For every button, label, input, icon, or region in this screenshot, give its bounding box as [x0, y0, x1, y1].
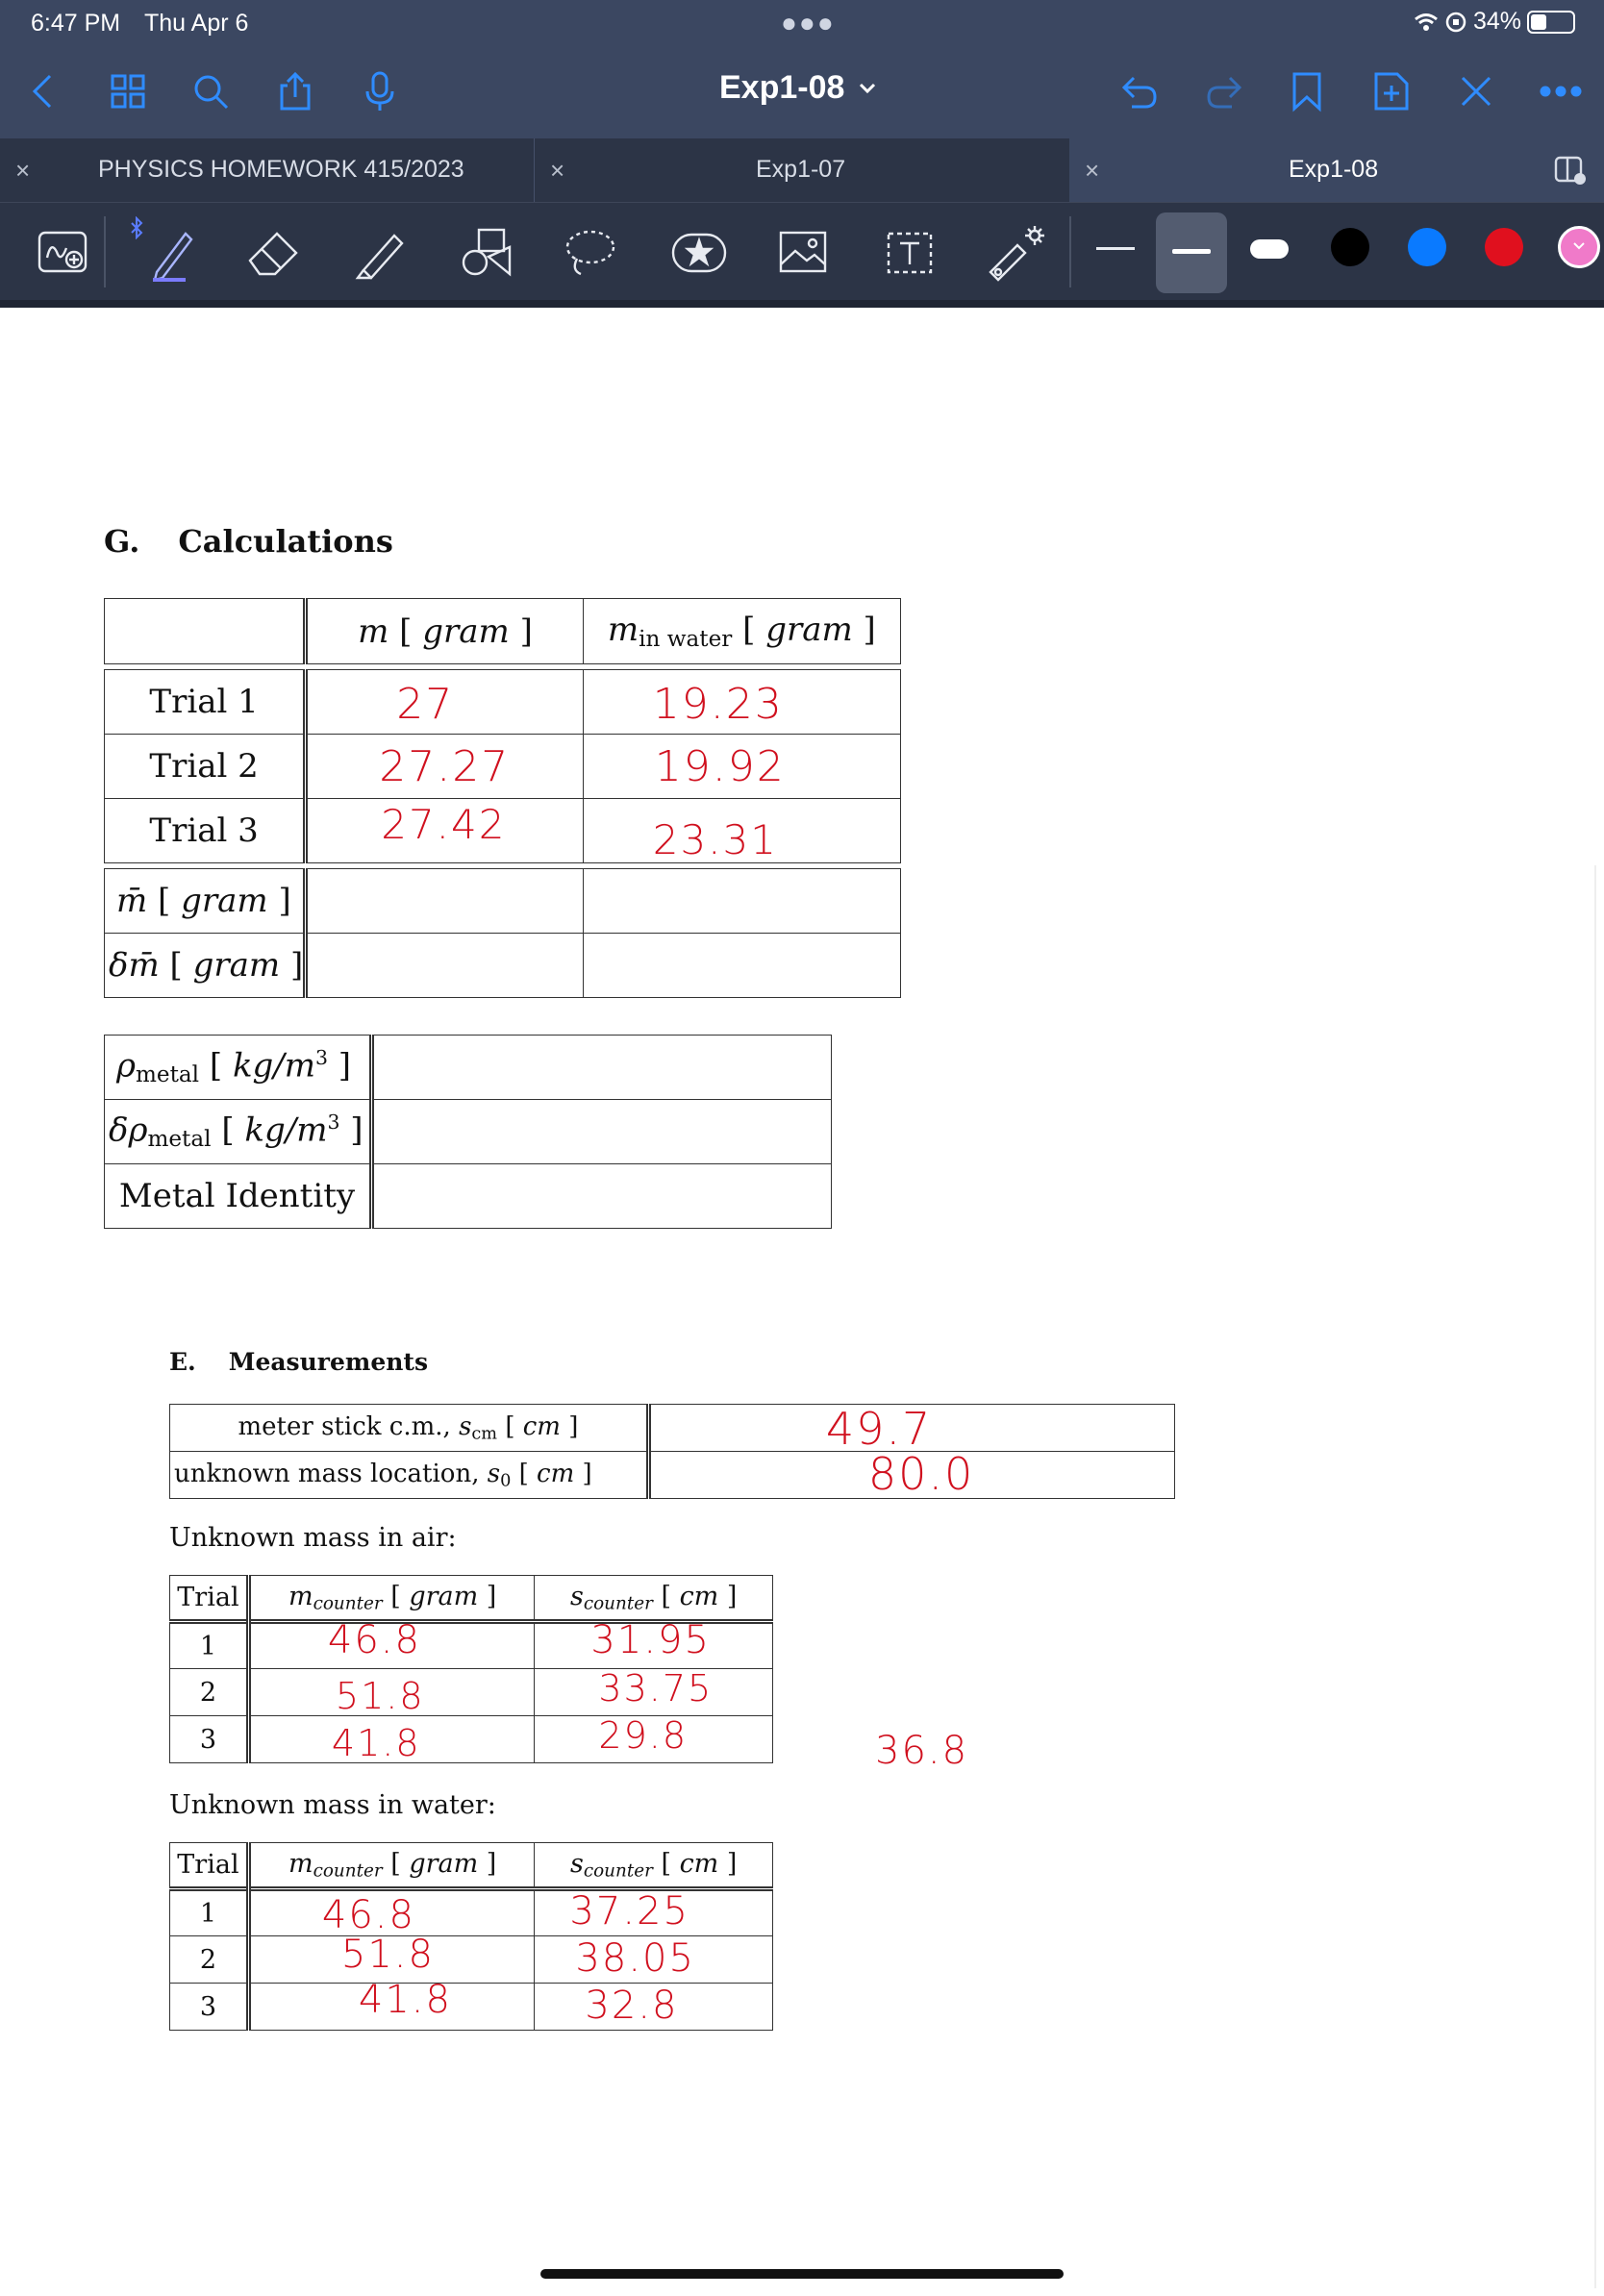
handwritten-value: 37.25 — [569, 1889, 689, 1934]
handwriting-icon[interactable] — [33, 222, 94, 284]
orientation-lock-icon — [1444, 11, 1467, 34]
mean-mass-cell[interactable] — [306, 869, 584, 934]
table-row — [170, 1405, 1175, 1452]
density-uncertainty-cell[interactable] — [371, 1100, 831, 1164]
close-icon[interactable] — [1452, 67, 1500, 115]
tab-exp1-08[interactable] — [1069, 138, 1604, 202]
metal-identity-label: Metal Identity — [105, 1164, 372, 1229]
center-of-mass-cell[interactable] — [648, 1403, 1174, 1455]
table-header-row — [170, 1843, 773, 1889]
counter-mass-cell[interactable] — [248, 1978, 535, 2031]
thick-stroke-option[interactable] — [1250, 239, 1289, 259]
tab-bar — [0, 138, 1604, 202]
handwritten-value: 32.8 — [585, 1984, 679, 2028]
table-row — [105, 1036, 832, 1100]
handwritten-value: 27.27 — [379, 742, 511, 791]
handwritten-value: 46.8 — [327, 1618, 421, 1662]
toolbar-shadow — [0, 300, 1604, 308]
counter-position-cell[interactable] — [535, 1618, 773, 1669]
counter-position-cell[interactable] — [535, 1669, 773, 1716]
counter-position-header: scounter [ cm ] — [535, 1843, 773, 1889]
status-time: 6:47 PM — [31, 10, 121, 37]
battery-icon — [1527, 11, 1575, 34]
add-page-icon[interactable] — [1367, 67, 1416, 115]
image-icon[interactable] — [773, 222, 835, 284]
handwritten-value: 49.7 — [825, 1403, 933, 1455]
search-icon[interactable] — [187, 67, 235, 115]
color-swatch-blue[interactable] — [1408, 228, 1446, 266]
trial-label: Trial 1 — [105, 670, 306, 735]
mass-location-label: unknown mass location, $s_0$ [ cm ] — [170, 1452, 649, 1499]
handwritten-value: 41.8 — [331, 1722, 421, 1764]
mass-cell[interactable] — [306, 735, 584, 799]
handwritten-side-note: 36.8 — [875, 1729, 969, 1773]
counter-mass-header: mcounter [ gram ] — [248, 1576, 535, 1622]
table-row — [170, 1716, 773, 1763]
text-icon[interactable] — [879, 222, 940, 284]
tab-label: PHYSICS HOMEWORK 415/2023 — [98, 156, 464, 183]
handwritten-value: 51.8 — [335, 1675, 425, 1717]
battery-percent: 34% — [1472, 8, 1521, 35]
table-row — [170, 1984, 773, 2031]
counter-mass-cell[interactable] — [248, 1716, 535, 1763]
split-view-icon[interactable] — [1554, 156, 1587, 187]
page-edge — [1594, 865, 1596, 2288]
tab-physics-homework[interactable] — [0, 138, 534, 202]
chevron-down-icon — [858, 82, 877, 95]
handwritten-value: 29.8 — [598, 1714, 689, 1757]
mass-in-water-header: $m_{in water}$ [ gram ] — [583, 599, 900, 664]
density-uncertainty-label: $\delta\rho_{metal}$ [ $kg/m^3$ ] — [105, 1100, 372, 1164]
thin-stroke-option[interactable] — [1096, 247, 1135, 250]
handwritten-value: 19.23 — [652, 680, 784, 729]
uncertainty-mass-in-water-cell[interactable] — [583, 934, 900, 998]
handwritten-value: 80.0 — [867, 1448, 975, 1500]
table-header-row — [105, 599, 901, 664]
table-row — [105, 670, 901, 735]
mass-cell[interactable] — [306, 799, 584, 863]
handwritten-value: 51.8 — [340, 1933, 435, 1977]
air-section-label: Unknown mass in air: — [169, 1523, 457, 1553]
back-icon[interactable] — [19, 67, 67, 115]
navigation-bar — [0, 48, 1604, 138]
table-header-row — [170, 1576, 773, 1622]
counter-mass-header: mcounter [ gram ] — [248, 1843, 535, 1889]
handwritten-value: 41.8 — [358, 1978, 452, 2022]
handwritten-value: 46.8 — [321, 1893, 415, 1937]
table-row — [105, 1100, 832, 1164]
medium-stroke-line — [1172, 249, 1211, 254]
color-swatch-red[interactable] — [1485, 228, 1523, 266]
table-row — [105, 799, 901, 863]
wifi-icon — [1414, 12, 1439, 32]
undo-icon[interactable] — [1115, 67, 1164, 115]
section-letter: G. — [104, 523, 140, 560]
system-indicators — [1414, 8, 1575, 36]
trial-number: 2 — [170, 1669, 249, 1716]
handwritten-value: 23.31 — [652, 816, 778, 863]
home-indicator[interactable] — [540, 2269, 1064, 2279]
measurements-heading — [169, 1348, 428, 1376]
table-row — [105, 735, 901, 799]
pen-icon[interactable] — [140, 222, 202, 284]
close-tab-icon[interactable]: × — [1085, 156, 1100, 185]
section-title: Calculations — [178, 523, 393, 560]
calculations-heading — [104, 523, 393, 560]
mean-label: m̄ [ gram ] — [105, 869, 306, 934]
trial-header: Trial — [170, 1843, 249, 1889]
multitasking-dots[interactable]: ●●● — [781, 8, 836, 37]
counter-position-cell[interactable] — [535, 1716, 773, 1763]
mass-cell[interactable] — [306, 670, 584, 735]
trial-number: 1 — [170, 1622, 249, 1669]
tab-label: Exp1-08 — [1289, 156, 1379, 183]
counter-position-header: scounter [ cm ] — [535, 1576, 773, 1622]
center-of-mass-label: meter stick c.m., $s_{cm}$ [ cm ] — [170, 1405, 649, 1452]
shapes-icon[interactable] — [456, 222, 517, 284]
trial-label: Trial 3 — [105, 799, 306, 863]
section-title: Measurements — [228, 1348, 429, 1376]
tab-exp1-07[interactable] — [534, 138, 1069, 202]
calculations-table — [104, 598, 901, 998]
water-measurements-table — [169, 1842, 773, 2031]
table-row — [170, 1622, 773, 1669]
density-cell[interactable] — [371, 1036, 831, 1100]
mass-in-water-cell[interactable] — [583, 799, 900, 863]
redo-icon[interactable] — [1200, 67, 1248, 115]
table-row — [170, 1889, 773, 1936]
air-measurements-table — [169, 1575, 773, 1763]
mean-row — [105, 869, 901, 934]
grid-icon[interactable] — [104, 67, 152, 115]
table-row — [105, 1164, 832, 1229]
metal-identity-cell[interactable] — [371, 1164, 831, 1229]
density-label: $\rho_{metal}$ [ $kg/m^3$ ] — [105, 1036, 372, 1100]
color-swatch-black[interactable] — [1331, 228, 1369, 266]
table-row — [170, 1936, 773, 1984]
toolbar-divider — [104, 216, 106, 287]
handwritten-value: 27.42 — [381, 801, 507, 848]
close-tab-icon[interactable]: × — [15, 156, 31, 185]
microphone-icon[interactable] — [356, 67, 404, 115]
share-icon[interactable] — [271, 67, 319, 115]
eraser-icon[interactable] — [242, 222, 304, 284]
trial-number: 3 — [170, 1716, 249, 1763]
counter-mass-cell[interactable] — [248, 1618, 535, 1669]
lasso-icon[interactable] — [560, 222, 621, 284]
trial-header: Trial — [170, 1576, 249, 1622]
tab-label: Exp1-07 — [756, 156, 846, 183]
mass-header: m [ gram ] — [306, 599, 584, 664]
table-row — [170, 1669, 773, 1716]
status-date: Thu Apr 6 — [144, 10, 249, 37]
sticker-icon[interactable] — [669, 222, 731, 284]
medium-stroke-option[interactable] — [1156, 212, 1227, 293]
counter-position-cell[interactable] — [535, 1936, 773, 1984]
more-icon[interactable] — [1537, 67, 1585, 115]
trial-label: Trial 2 — [105, 735, 306, 799]
mass-in-water-cell[interactable] — [583, 670, 900, 735]
section-letter: E. — [169, 1348, 196, 1376]
chevron-down-icon — [1572, 241, 1586, 251]
trial-number: 3 — [170, 1984, 249, 2031]
density-table — [104, 1035, 832, 1229]
handwritten-value: 27 — [396, 680, 455, 729]
document-title[interactable] — [719, 69, 877, 107]
highlighter-icon[interactable] — [350, 222, 412, 284]
bookmark-icon[interactable] — [1283, 67, 1331, 115]
toolbar-divider — [1069, 216, 1071, 287]
uncertainty-row — [105, 934, 901, 998]
status-bar — [0, 0, 1604, 48]
table-row — [170, 1452, 1175, 1499]
counter-position-cell[interactable] — [535, 1984, 773, 2031]
color-swatch-pink[interactable] — [1558, 226, 1600, 268]
meter-stick-table — [169, 1404, 1175, 1499]
annotation-toolbar — [0, 202, 1604, 300]
mass-location-cell[interactable] — [648, 1448, 1174, 1500]
handwritten-value: 38.05 — [575, 1936, 695, 1981]
close-tab-icon[interactable]: × — [550, 156, 565, 185]
counter-mass-cell[interactable] — [248, 1889, 535, 1936]
counter-mass-cell[interactable] — [248, 1933, 535, 1984]
handwritten-value: 19.92 — [654, 742, 786, 791]
water-section-label: Unknown mass in water: — [169, 1790, 496, 1820]
table-cell — [105, 599, 306, 664]
uncertainty-mass-cell[interactable] — [306, 934, 584, 998]
handwritten-value: 31.95 — [590, 1618, 711, 1662]
mean-mass-in-water-cell[interactable] — [583, 869, 900, 934]
uncertainty-label: δm̄ [ gram ] — [105, 934, 306, 998]
counter-position-cell[interactable] — [535, 1889, 773, 1936]
laser-icon[interactable] — [985, 222, 1046, 284]
mass-in-water-cell[interactable] — [583, 735, 900, 799]
trial-number: 1 — [170, 1889, 249, 1936]
trial-number: 2 — [170, 1936, 249, 1984]
counter-mass-cell[interactable] — [248, 1669, 535, 1716]
handwritten-value: 33.75 — [598, 1667, 714, 1710]
document-title-label: Exp1-08 — [719, 69, 845, 106]
